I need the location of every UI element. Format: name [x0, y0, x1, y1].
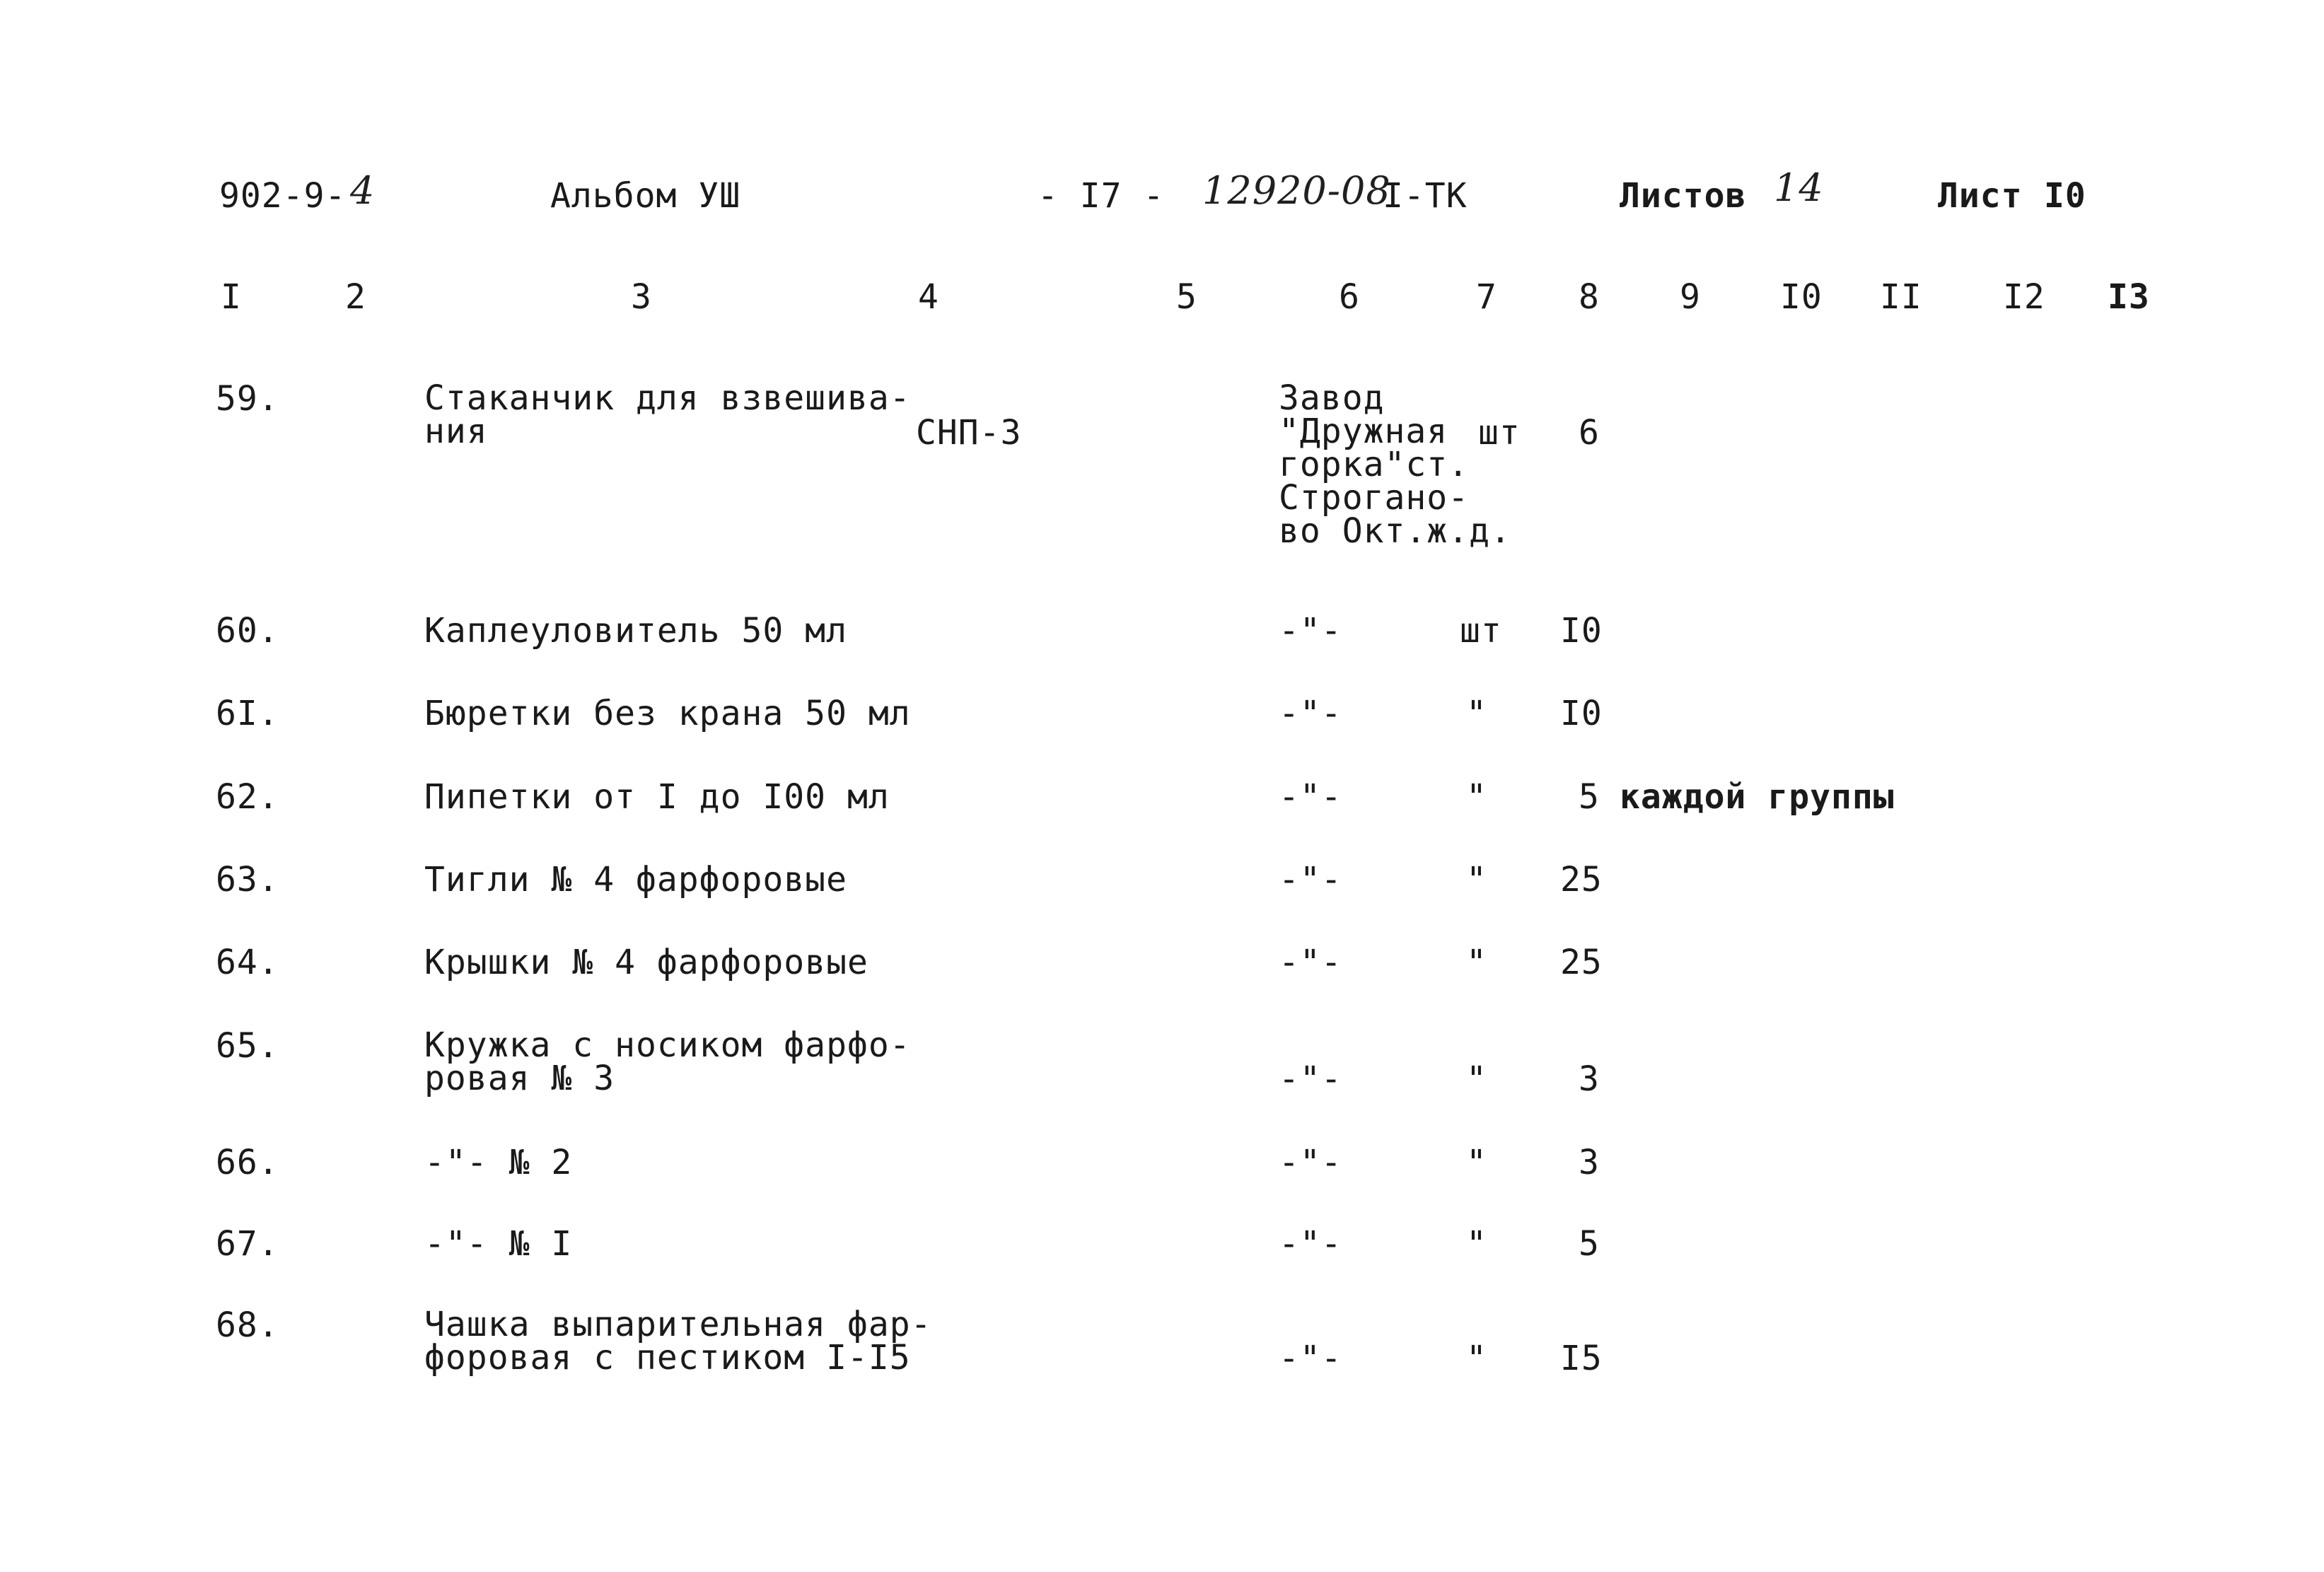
header-doc-number-handwritten: 12920-08: [1202, 168, 1391, 213]
column-number: 9: [1680, 277, 1701, 317]
header-code-handwritten: 4: [350, 168, 376, 213]
header-sheets-label: Листов: [1620, 176, 1747, 216]
row-number: 64.: [216, 943, 279, 982]
row-number: 59.: [216, 379, 279, 419]
item-unit: ": [1466, 694, 1487, 733]
item-manufacturer: -"-: [1279, 1059, 1342, 1099]
item-unit: ": [1466, 1224, 1487, 1264]
header-doc-suffix: I-ТК: [1383, 176, 1468, 216]
item-manufacturer: -"-: [1279, 611, 1342, 651]
item-note: каждой группы: [1620, 777, 1895, 817]
item-manufacturer: -"-: [1279, 860, 1342, 899]
item-unit: ": [1466, 1059, 1487, 1099]
column-number: I0: [1780, 277, 1823, 317]
column-number: I2: [2003, 277, 2045, 317]
item-quantity: 5: [1579, 777, 1600, 817]
item-name: Тигли № 4 фарфоровые: [424, 860, 847, 899]
item-manufacturer: -"-: [1279, 1143, 1342, 1182]
item-manufacturer: -"-: [1279, 694, 1342, 733]
item-manufacturer: -"-: [1279, 777, 1342, 817]
row-number: 60.: [216, 611, 279, 651]
item-quantity: 6: [1579, 413, 1600, 453]
column-number: I: [221, 277, 242, 317]
item-manufacturer: -"-: [1279, 1339, 1342, 1378]
item-name: -"- № I: [424, 1224, 573, 1264]
item-name: Кружка с носиком фарфо- ровая № 3: [424, 1025, 911, 1098]
column-number: 5: [1176, 277, 1197, 317]
column-number: II: [1880, 277, 1922, 317]
header-sheet-number: I0: [2044, 176, 2086, 216]
item-manufacturer: Завод "Дружная горка"ст. Строгано- во Окт.ж.д.: [1279, 378, 1511, 551]
row-number: 6I.: [216, 694, 279, 733]
item-quantity: I0: [1560, 611, 1603, 651]
header-album: Альбом УШ: [550, 176, 741, 216]
item-unit: ": [1466, 1339, 1487, 1378]
item-unit: ": [1466, 943, 1487, 982]
item-unit: шт: [1460, 611, 1502, 651]
item-name: Стаканчик для взвешива- ния: [424, 378, 911, 451]
header-code: 902-9-: [219, 176, 347, 216]
column-number: 4: [918, 277, 939, 317]
item-manufacturer: -"-: [1279, 943, 1342, 982]
item-name: Пипетки от I до I00 мл: [424, 777, 890, 817]
column-number: I3: [2108, 277, 2150, 317]
item-quantity: 3: [1579, 1143, 1600, 1182]
item-name: -"- № 2: [424, 1143, 573, 1182]
header-sheet-label: Лист: [1938, 176, 2023, 216]
column-number: 6: [1339, 277, 1360, 317]
row-number: 66.: [216, 1143, 279, 1182]
header-page-number: - I7 -: [1038, 176, 1165, 216]
column-number: 8: [1579, 277, 1600, 317]
row-number: 68.: [216, 1305, 279, 1345]
item-name: Бюретки без крана 50 мл: [424, 694, 911, 733]
item-quantity: 3: [1579, 1059, 1600, 1099]
row-number: 62.: [216, 777, 279, 817]
item-type: СНП-3: [916, 413, 1022, 453]
item-manufacturer: -"-: [1279, 1224, 1342, 1264]
item-quantity: 25: [1560, 943, 1603, 982]
item-quantity: I5: [1560, 1339, 1603, 1378]
item-unit: ": [1466, 777, 1487, 817]
item-quantity: 25: [1560, 860, 1603, 899]
row-number: 65.: [216, 1026, 279, 1066]
item-quantity: 5: [1579, 1224, 1600, 1264]
item-name: Чашка выпарительная фар- форовая с пестиком I-I5: [424, 1305, 932, 1378]
header-sheets-count: 14: [1774, 165, 1824, 210]
item-unit: шт: [1478, 413, 1521, 453]
item-name: Крышки № 4 фарфоровые: [424, 943, 868, 982]
column-number: 3: [631, 277, 652, 317]
item-quantity: I0: [1560, 694, 1603, 733]
item-unit: ": [1466, 1143, 1487, 1182]
row-number: 67.: [216, 1224, 279, 1264]
item-unit: ": [1466, 860, 1487, 899]
row-number: 63.: [216, 860, 279, 899]
column-number: 2: [345, 277, 366, 317]
column-number: 7: [1476, 277, 1497, 317]
item-name: Каплеуловитель 50 мл: [424, 611, 847, 651]
